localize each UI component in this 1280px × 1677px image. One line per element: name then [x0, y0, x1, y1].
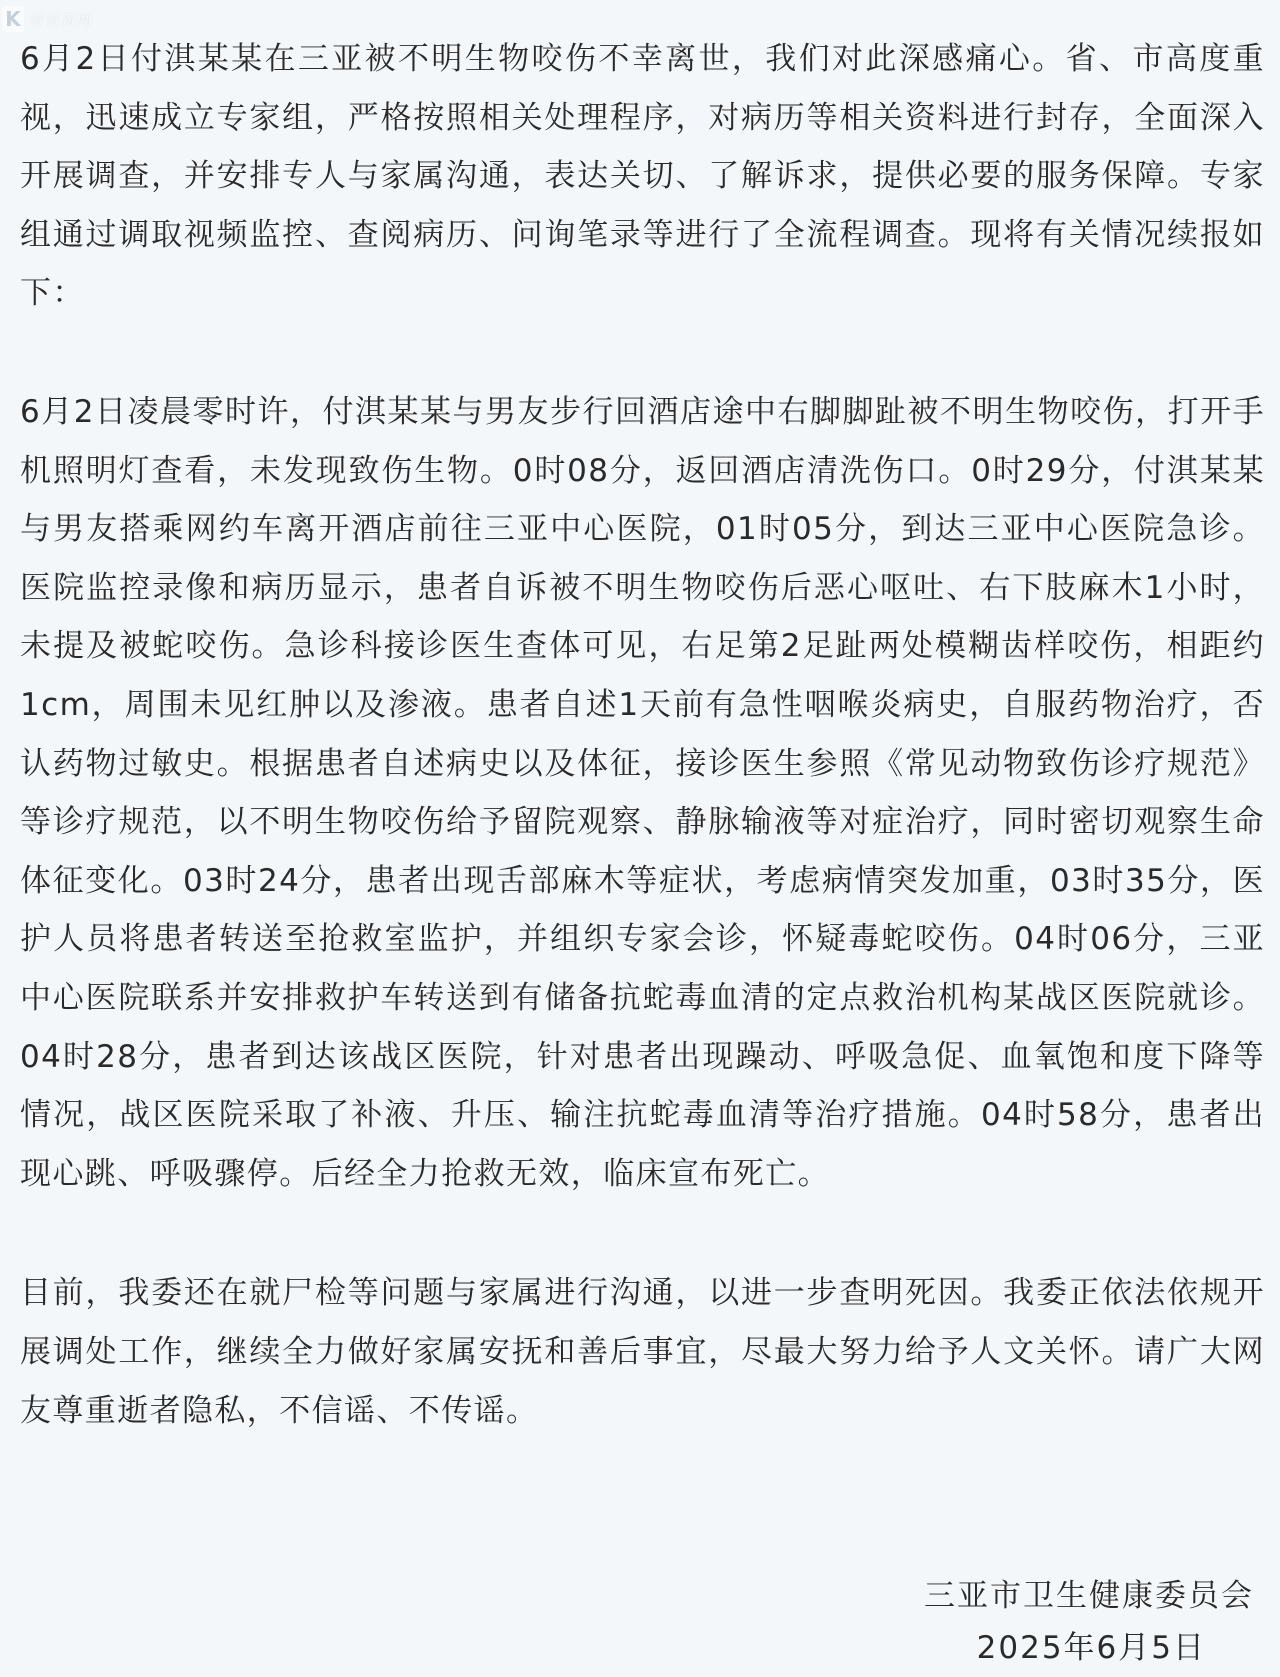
signature-date: 2025年6月5日	[976, 1630, 1206, 1666]
paragraph-intro: 6月2日付淇某某在三亚被不明生物咬伤不幸离世，我们对此深感痛心。省、市高度重视，迅速成立专家组，严格按照相关处理程序，对病历等相关资料进行封存，全面深入开展调查，并安排专人与家属沟通，表达关切、了解诉求，提供必要的服务保障。专家组通过调取视频监控、查阅病历、问询笔录等进行了全流程调查。现将有关情况续报如下：	[20, 41, 1265, 312]
signature-org: 三亚市卫生健康委员会	[924, 1578, 1254, 1614]
watermark	[2, 6, 92, 32]
kankan-logo-icon: K	[2, 6, 24, 32]
notice-body	[20, 30, 1265, 1440]
paragraph-timeline: 6月2日凌晨零时许，付淇某某与男友步行回酒店途中右脚脚趾被不明生物咬伤，打开手机照明灯查看，未发现致伤生物。0时08分，返回酒店清洗伤口。0时29分，付淇某某与男友搭乘网约车离开酒店前往三亚中心医院，01时05分，到达三亚中心医院急诊。医院监控录像和病历显示，患者自诉被不明生物咬伤后恶心呕吐、右下肢麻木1小时，未提及被蛇咬伤。急诊科接诊医生查体可见，右足第2足趾两处模糊齿样咬伤，相距约1cm，周围未见红肿以及渗液。患者自述1天前有急性咽喉炎病史，自服药物治疗，否认药物过敏史。根据患者自述病史以及体征，接诊医生参照《常见动物致伤诊疗规范》等诊疗规范，以不明生物咬伤给予留院观察、静脉输液等对症治疗，同时密切观察生命体征变化。03时24分，患者出现舌部麻木等症状，考虑病情突发加重，03时35分，医护人员将患者转送至抢救室监护，并组织专家会诊，怀疑毒蛇咬伤。04时06分，三亚中心医院联系并安排救护车转送到有储备抗蛇毒血清的定点救治机构某战区医院就诊。04时28分，患者到达该战区医院，针对患者出现躁动、呼吸急促、血氧饱和度下降等情况，战区医院采取了补液、升压、输注抗蛇毒血清等治疗措施。04时58分，患者出现心跳、呼吸骤停。后经全力抢救无效，临床宣布死亡。	[20, 394, 1265, 1192]
watermark-text: 看看新闻	[28, 10, 93, 29]
paragraph-closing: 目前，我委还在就尸检等问题与家属进行沟通，以进一步查明死因。我委正依法依规开展调处工作，继续全力做好家属安抚和善后事宜，尽最大努力给予人文关怀。请广大网友尊重逝者隐私，不信谣、不传谣。	[20, 1275, 1265, 1429]
signature-block	[924, 1570, 1254, 1674]
